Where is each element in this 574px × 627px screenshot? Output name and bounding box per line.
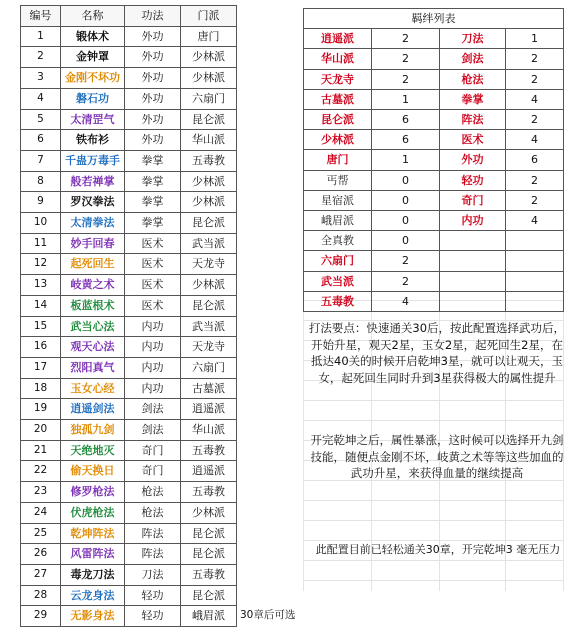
skill-extra-note — [237, 564, 297, 585]
skill-row — [21, 399, 297, 420]
bond-row — [304, 251, 564, 271]
skill-sect: 昆仑派 — [181, 295, 237, 316]
skill-sect: 五毒教 — [181, 440, 237, 461]
skill-extra-note — [237, 68, 297, 89]
bond-sect-name: 星宿派 — [304, 190, 372, 210]
skill-row — [21, 275, 297, 296]
skill-name: 起死回生 — [61, 254, 125, 275]
bond-type-count: 2 — [506, 170, 564, 190]
skill-row — [21, 461, 297, 482]
bond-type-count: 2 — [506, 69, 564, 89]
skill-type: 外功 — [125, 26, 181, 47]
skill-number: 1 — [21, 26, 61, 47]
skill-extra-note — [237, 337, 297, 358]
skill-row — [21, 564, 297, 585]
skill-number: 28 — [21, 585, 61, 606]
bond-type-count: 4 — [506, 89, 564, 109]
skill-type: 阵法 — [125, 523, 181, 544]
skill-sect: 华山派 — [181, 420, 237, 441]
skill-sect: 武当派 — [181, 233, 237, 254]
bond-type-name — [440, 251, 506, 271]
skill-number: 25 — [21, 523, 61, 544]
skill-type: 轻功 — [125, 585, 181, 606]
skill-type: 拳掌 — [125, 213, 181, 234]
skill-sect: 逍遥派 — [181, 461, 237, 482]
skill-type: 轻功 — [125, 606, 181, 627]
skill-name: 独孤九剑 — [61, 420, 125, 441]
skill-type: 拳掌 — [125, 192, 181, 213]
bond-sect-count: 2 — [372, 29, 440, 49]
strategy-note: 打法要点：快速通关30后，按此配置选择武功后，开始升星，观天2星，玉女2星，起死回生2星，在抵达40关的时候开启乾坤3星，就可以让观天，玉女，起死回生同时升到3星获得极大的属性提升 — [308, 321, 566, 385]
bond-sect-count: 0 — [372, 211, 440, 231]
skill-row — [21, 47, 297, 68]
skill-type: 内功 — [125, 357, 181, 378]
skill-extra-note — [237, 150, 297, 171]
bond-type-name: 拳掌 — [440, 89, 506, 109]
bond-type-name: 枪法 — [440, 69, 506, 89]
skill-row — [21, 606, 297, 627]
skill-row — [21, 544, 297, 565]
bond-row — [304, 69, 564, 89]
skill-number: 27 — [21, 564, 61, 585]
skill-sect: 五毒教 — [181, 482, 237, 503]
grid-line — [303, 500, 563, 501]
skills-table-header-row — [21, 6, 297, 27]
skill-type: 内功 — [125, 337, 181, 358]
bond-type-name: 奇门 — [440, 190, 506, 210]
skill-sect: 五毒教 — [181, 150, 237, 171]
skill-extra-note — [237, 88, 297, 109]
upgrade-note: 开完乾坤之后，属性暴涨，这时候可以选择开九剑技能，随便点金刚不坏，岐黄之术等等这些加血的武功升星，来获得血量的继续提高 — [310, 433, 564, 480]
skill-row — [21, 88, 297, 109]
skill-name: 修罗枪法 — [61, 482, 125, 503]
skill-type: 阵法 — [125, 544, 181, 565]
bond-sect-count: 0 — [372, 190, 440, 210]
bond-title-row — [304, 9, 564, 29]
skill-type: 外功 — [125, 47, 181, 68]
skill-sect: 唐门 — [181, 26, 237, 47]
skill-type: 医术 — [125, 254, 181, 275]
skill-type: 医术 — [125, 233, 181, 254]
skill-extra-note — [237, 275, 297, 296]
header-number: 编号 — [21, 6, 61, 27]
skill-number: 9 — [21, 192, 61, 213]
skill-sect: 少林派 — [181, 275, 237, 296]
skill-type: 医术 — [125, 275, 181, 296]
skill-name: 偷天换日 — [61, 461, 125, 482]
skill-row — [21, 502, 297, 523]
bond-type-count: 2 — [506, 49, 564, 69]
skill-type: 枪法 — [125, 482, 181, 503]
skill-sect: 天龙寺 — [181, 254, 237, 275]
skill-extra-note — [237, 295, 297, 316]
bond-type-name — [440, 271, 506, 291]
skill-extra-note — [237, 378, 297, 399]
skill-extra-note — [237, 461, 297, 482]
skill-extra-note — [237, 109, 297, 130]
skill-type: 内功 — [125, 316, 181, 337]
skill-sect: 武当派 — [181, 316, 237, 337]
bond-sect-count: 1 — [372, 89, 440, 109]
skill-extra-note — [237, 254, 297, 275]
skill-name: 观天心法 — [61, 337, 125, 358]
skill-name: 妙手回春 — [61, 233, 125, 254]
bond-sect-name: 五毒教 — [304, 291, 372, 311]
skill-name: 太清罡气 — [61, 109, 125, 130]
skill-name: 金刚不坏功 — [61, 68, 125, 89]
bond-sect-name: 六扇门 — [304, 251, 372, 271]
grid-line — [303, 580, 563, 581]
grid-line — [303, 420, 563, 421]
skill-number: 6 — [21, 130, 61, 151]
bond-type-count — [506, 291, 564, 311]
skill-sect: 昆仑派 — [181, 523, 237, 544]
skill-number: 20 — [21, 420, 61, 441]
skill-name: 天绝地灭 — [61, 440, 125, 461]
skill-number: 17 — [21, 357, 61, 378]
grid-line — [303, 400, 563, 401]
bond-row — [304, 170, 564, 190]
skill-name: 板蓝根术 — [61, 295, 125, 316]
bond-row — [304, 130, 564, 150]
skill-row — [21, 420, 297, 441]
bond-list-title: 羁绊列表 — [304, 9, 564, 29]
bond-type-name — [440, 231, 506, 251]
bond-sect-count: 2 — [372, 69, 440, 89]
bond-sect-count: 2 — [372, 271, 440, 291]
skill-extra-note: 30章后可选 — [240, 609, 296, 622]
bond-sect-count: 0 — [372, 170, 440, 190]
skill-name: 般若禅掌 — [61, 171, 125, 192]
skill-name: 风雷阵法 — [61, 544, 125, 565]
skill-name: 逍遥剑法 — [61, 399, 125, 420]
skill-name: 毒龙刀法 — [61, 564, 125, 585]
skill-row — [21, 130, 297, 151]
bond-type-name: 阵法 — [440, 110, 506, 130]
skill-extra-note — [237, 357, 297, 378]
grid-line — [303, 520, 563, 521]
skill-sect: 昆仑派 — [181, 109, 237, 130]
bond-sect-count: 2 — [372, 49, 440, 69]
skill-sect: 六扇门 — [181, 88, 237, 109]
skill-extra-note — [237, 440, 297, 461]
skill-extra-note — [237, 192, 297, 213]
skill-number: 5 — [21, 109, 61, 130]
skill-type: 奇门 — [125, 440, 181, 461]
skill-extra-note — [237, 26, 297, 47]
skill-name: 罗汉拳法 — [61, 192, 125, 213]
skill-sect: 六扇门 — [181, 357, 237, 378]
skill-number: 4 — [21, 88, 61, 109]
bond-sect-name: 天龙寺 — [304, 69, 372, 89]
bond-type-count — [506, 271, 564, 291]
bond-type-name: 轻功 — [440, 170, 506, 190]
grid-line — [303, 540, 563, 541]
bond-sect-count: 0 — [372, 231, 440, 251]
bond-sect-name: 丐帮 — [304, 170, 372, 190]
skill-type: 外功 — [125, 109, 181, 130]
bond-sect-count: 4 — [372, 291, 440, 311]
skill-row — [21, 316, 297, 337]
skill-name: 烈阳真气 — [61, 357, 125, 378]
skill-number: 10 — [21, 213, 61, 234]
skill-name: 伏虎枪法 — [61, 502, 125, 523]
skill-type: 剑法 — [125, 420, 181, 441]
skill-sect: 少林派 — [181, 68, 237, 89]
skill-name: 铁布衫 — [61, 130, 125, 151]
skill-type: 拳掌 — [125, 171, 181, 192]
skill-row — [21, 337, 297, 358]
bond-row — [304, 231, 564, 251]
bond-sect-name: 唐门 — [304, 150, 372, 170]
bond-sect-name: 峨眉派 — [304, 211, 372, 231]
skill-number: 16 — [21, 337, 61, 358]
skill-row — [21, 254, 297, 275]
header-sect: 门派 — [181, 6, 237, 27]
skill-row — [21, 150, 297, 171]
skill-number: 15 — [21, 316, 61, 337]
bond-sect-count: 6 — [372, 130, 440, 150]
bond-sect-count: 2 — [372, 251, 440, 271]
skill-number: 14 — [21, 295, 61, 316]
bond-sect-name: 少林派 — [304, 130, 372, 150]
skill-type: 奇门 — [125, 461, 181, 482]
skill-sect: 昆仑派 — [181, 544, 237, 565]
bond-sect-name: 古墓派 — [304, 89, 372, 109]
skill-row — [21, 233, 297, 254]
skill-name: 金钟罩 — [61, 47, 125, 68]
grid-line — [303, 560, 563, 561]
bond-row — [304, 150, 564, 170]
bond-sect-name: 全真教 — [304, 231, 372, 251]
skill-name: 乾坤阵法 — [61, 523, 125, 544]
bond-type-name — [440, 291, 506, 311]
skill-row — [21, 482, 297, 503]
skill-type: 枪法 — [125, 502, 181, 523]
bond-type-name: 刀法 — [440, 29, 506, 49]
skills-table — [20, 5, 297, 627]
skill-name: 太清拳法 — [61, 213, 125, 234]
skill-type: 刀法 — [125, 564, 181, 585]
skill-sect: 华山派 — [181, 130, 237, 151]
skill-number: 24 — [21, 502, 61, 523]
header-type: 功法 — [125, 6, 181, 27]
bond-row — [304, 291, 564, 311]
skill-extra-note — [237, 585, 297, 606]
bond-row — [304, 271, 564, 291]
skill-row — [21, 171, 297, 192]
skill-extra-note — [237, 316, 297, 337]
skill-type: 外功 — [125, 88, 181, 109]
header-name: 名称 — [61, 6, 125, 27]
skill-row — [21, 357, 297, 378]
skill-sect: 峨眉派 — [181, 606, 237, 627]
bond-row — [304, 49, 564, 69]
bond-type-name: 医术 — [440, 130, 506, 150]
bond-list-table — [303, 8, 564, 312]
skill-extra-note — [237, 544, 297, 565]
skill-extra-note — [237, 502, 297, 523]
skill-type: 医术 — [125, 295, 181, 316]
bond-sect-name: 华山派 — [304, 49, 372, 69]
skill-number: 12 — [21, 254, 61, 275]
skill-number: 22 — [21, 461, 61, 482]
skill-name: 千蛊万毒手 — [61, 150, 125, 171]
skill-type: 拳掌 — [125, 150, 181, 171]
bond-type-count — [506, 251, 564, 271]
bond-row — [304, 29, 564, 49]
skill-number: 21 — [21, 440, 61, 461]
bond-type-count: 2 — [506, 110, 564, 130]
bond-sect-name: 逍遥派 — [304, 29, 372, 49]
skill-row — [21, 523, 297, 544]
bond-row — [304, 89, 564, 109]
skill-number: 26 — [21, 544, 61, 565]
skill-sect: 逍遥派 — [181, 399, 237, 420]
skill-row — [21, 440, 297, 461]
skill-name: 云龙身法 — [61, 585, 125, 606]
skill-number: 23 — [21, 482, 61, 503]
bond-type-name: 外功 — [440, 150, 506, 170]
skill-name: 磐石功 — [61, 88, 125, 109]
skill-number: 8 — [21, 171, 61, 192]
summary-note: 此配置目前已轻松通关30章，开完乾坤3 毫无压力 — [315, 543, 561, 556]
skill-number: 11 — [21, 233, 61, 254]
bond-type-count: 4 — [506, 130, 564, 150]
skill-number: 29 — [21, 606, 61, 627]
skill-extra-note — [237, 213, 297, 234]
bond-type-name: 内功 — [440, 211, 506, 231]
bond-type-name: 剑法 — [440, 49, 506, 69]
skill-row — [21, 585, 297, 606]
skill-row — [21, 192, 297, 213]
skill-extra-note — [237, 233, 297, 254]
skill-number: 7 — [21, 150, 61, 171]
skill-row — [21, 378, 297, 399]
bond-row — [304, 110, 564, 130]
skill-sect: 少林派 — [181, 192, 237, 213]
header-spacer — [237, 6, 297, 27]
bond-type-count: 4 — [506, 211, 564, 231]
skill-row — [21, 295, 297, 316]
skill-row — [21, 68, 297, 89]
skill-name: 玉女心经 — [61, 378, 125, 399]
skill-type: 外功 — [125, 68, 181, 89]
skill-extra-note — [237, 399, 297, 420]
skill-extra-note — [237, 420, 297, 441]
bond-type-count: 6 — [506, 150, 564, 170]
skill-sect: 昆仑派 — [181, 213, 237, 234]
skill-name: 岐黄之术 — [61, 275, 125, 296]
skill-row — [21, 26, 297, 47]
skill-sect: 古墓派 — [181, 378, 237, 399]
skill-type: 外功 — [125, 130, 181, 151]
skill-number: 18 — [21, 378, 61, 399]
bond-type-count: 2 — [506, 190, 564, 210]
skill-row — [21, 213, 297, 234]
skill-number: 19 — [21, 399, 61, 420]
bond-row — [304, 211, 564, 231]
skill-type: 剑法 — [125, 399, 181, 420]
bond-row — [304, 190, 564, 210]
skill-extra-note — [237, 482, 297, 503]
bond-sect-name: 昆仑派 — [304, 110, 372, 130]
skill-extra-note — [237, 47, 297, 68]
skill-name: 锻体术 — [61, 26, 125, 47]
bond-type-count: 1 — [506, 29, 564, 49]
skill-sect: 天龙寺 — [181, 337, 237, 358]
skill-sect: 昆仑派 — [181, 585, 237, 606]
skill-sect: 少林派 — [181, 502, 237, 523]
skill-sect: 少林派 — [181, 171, 237, 192]
skill-number: 13 — [21, 275, 61, 296]
skill-row — [21, 109, 297, 130]
skill-number: 3 — [21, 68, 61, 89]
skill-sect: 少林派 — [181, 47, 237, 68]
bond-type-count — [506, 231, 564, 251]
skill-number: 2 — [21, 47, 61, 68]
bond-sect-count: 1 — [372, 150, 440, 170]
skill-extra-note — [237, 171, 297, 192]
skill-type: 内功 — [125, 378, 181, 399]
skill-name: 无影身法 — [61, 606, 125, 627]
skill-sect: 五毒教 — [181, 564, 237, 585]
bond-sect-count: 6 — [372, 110, 440, 130]
bond-sect-name: 武当派 — [304, 271, 372, 291]
skill-name: 武当心法 — [61, 316, 125, 337]
skill-extra-note — [237, 130, 297, 151]
skill-extra-note — [237, 523, 297, 544]
